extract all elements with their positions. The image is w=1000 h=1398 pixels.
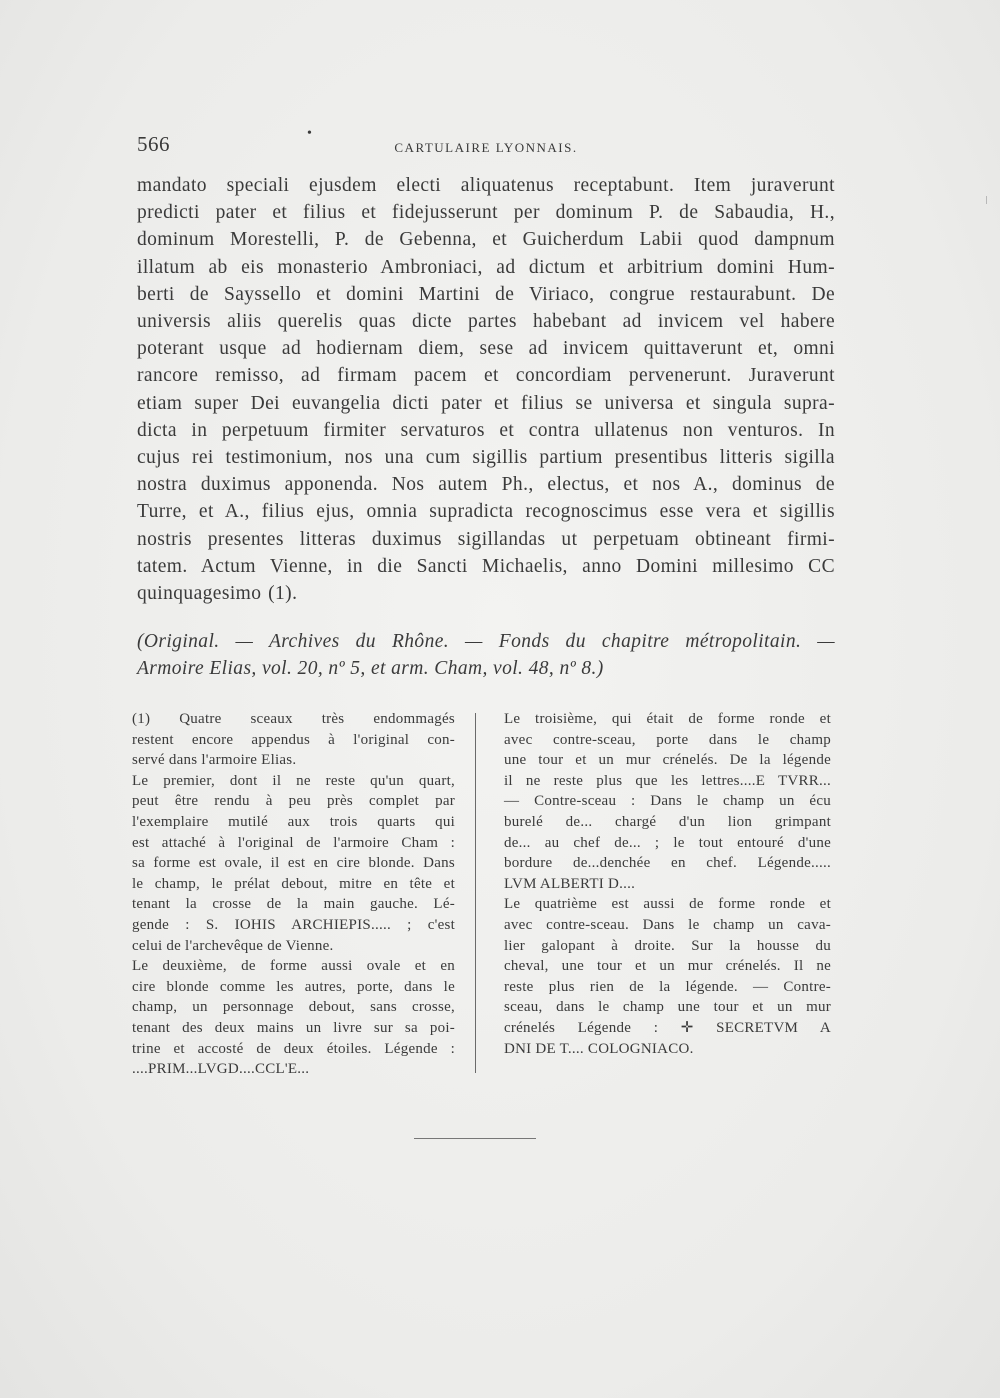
main-text-line: dicta in perpetuum firmiter servaturos et contra ullatenus non venturos. In [137,419,835,441]
main-text-line: berti de Sayssello et domini Martini de Viriaco, congrue restaurabunt. De [137,283,835,305]
footnote-line: cire blonde comme les autres, porte, dans le [132,978,455,995]
footnote-line: burelé de... chargé d'un lion grimpant [504,813,831,830]
footnote-line: cheval, une tour et un mur crénelés. Il ne [504,958,831,975]
source-citation-line: (Original. — Archives du Rhône. — Fonds du chapitre métropolitain. — [137,631,835,652]
footnote-line: peut être rendu à peu près complet par [132,793,455,810]
main-text-line: poterant usque ad hodiernam diem, sese ad invicem quittaverunt et, omni [137,338,835,360]
footnote-line: l'exemplaire mutilé aux trois quarts qui [132,813,455,830]
header-dot: • [307,126,312,141]
footnotes [132,709,842,1079]
main-text-line: illatum ab eis monasterio Ambroniaci, ad dictum et arbitrium domini Hum- [137,256,835,278]
main-text-line: mandato speciali ejusdem electi aliquatenus receptabunt. Item juraverunt [137,175,835,196]
footnote-line: avec contre-sceau, porte dans le champ [504,731,831,748]
footnote-column-left [132,709,455,1080]
column-divider [475,713,476,1073]
footnote-line: sceau, dans le champ une tour et un mur [504,999,831,1016]
footnote-paragraph [132,709,455,771]
footnote-line: trine et accosté de deux étoiles. Légende : [132,1040,455,1057]
footnote-line: (1) Quatre sceaux très endommagés [132,711,455,727]
footnote-line: avec contre-sceau. Dans le champ un cava- [504,916,831,933]
footnote-line: ....PRIM...LVGD....CCL'E... [132,1061,310,1078]
main-text-line: universis aliis querelis quas dicte partes habebant ad invicem vel habere [137,311,835,333]
page-number: 566 [137,132,170,156]
main-text-line: etiam super Dei euvangelia dicti pater et filius se universa et singula supra- [137,392,835,414]
footnote-line: DNI DE T.... COLOGNIACO. [504,1040,694,1057]
footnote-line: gende : S. IOHIS ARCHIEPIS..... ; c'est [132,916,455,933]
page-header [137,126,835,160]
footnote-line: tenant des deux mains un livre sur sa poi- [132,1019,455,1036]
footnote-line: LVM ALBERTI D.... [504,875,636,892]
main-text-line: Turre, et A., filius ejus, omnia supradicta recognoscimus esse vera et sigillis [137,501,835,523]
footnote-line: lier galopant à droite. Sur la housse du [504,937,831,954]
footnote-line: restent encore appendus à l'original con- [132,731,455,748]
main-text-line: dominum Morestelli, P. de Gebenna, et Guicherdum Labii quod dampnum [137,229,835,251]
end-rule [414,1138,536,1139]
main-text-line: rancore remisso, ad firmam pacem et concordiam pervenerunt. Juraverunt [137,365,835,387]
footnote-line: champ, un personnage debout, sans crosse, [132,999,455,1016]
footnote-paragraph [132,956,455,1080]
main-text-line: quinquagesimo (1). [137,583,298,605]
footnote-line: celui de l'archevêque de Vienne. [132,937,334,954]
main-text-line: nostra duximus apponenda. Nos autem Ph., electus, et nos A., dominus de [137,474,835,496]
footnote-line: reste plus rien de la légende. — Contre- [504,978,831,995]
footnote-line: — Contre-sceau : Dans le champ un écu [504,793,831,810]
main-text-line: tatem. Actum Vienne, in die Sancti Michaelis, anno Domini millesimo CC [137,555,835,577]
main-text-line: predicti pater et filius et fidejusserunt per dominum P. de Sabaudia, H., [137,202,835,224]
footnote-column-right [504,709,831,1059]
footnote-line: tenant la crosse de la main gauche. Lé- [132,896,455,913]
footnote-line: de... au chef de... ; le tout entouré d'une [504,834,831,851]
footnote-line: le champ, le prélat debout, mitre en tête et [132,875,455,892]
footnote-line: Le quatrième est aussi de forme ronde et [504,896,831,913]
footnote-line: est attaché à l'original de l'armoire Cham : [132,834,455,851]
footnote-paragraph [504,894,831,1059]
footnote-line: Le troisième, qui était de forme ronde et [504,711,831,727]
footnote-line: servé dans l'armoire Elias. [132,752,297,769]
source-citation-line: Armoire Elias, vol. 20, nº 5, et arm. Cham, vol. 48, nº 8.) [137,658,604,679]
scan-mark [986,196,987,204]
footnote-line: il ne reste plus que les lettres....E TVRR... [504,772,831,789]
footnote-line: bordure de...denchée en chef. Légende..... [504,855,831,872]
footnote-line: Le deuxième, de forme aussi ovale et en [132,958,455,975]
running-head: CARTULAIRE LYONNAIS. [394,140,578,155]
footnote-paragraph [132,771,455,956]
footnote-line: sa forme est ovale, il est en cire blonde. Dans [132,855,455,872]
footnote-line: une tour et un mur crénelés. De la légende [504,752,831,769]
footnote-paragraph [504,709,831,894]
main-text-line: nostris presentes litteras duximus sigillandas ut perpetuam obtineant firmi- [137,528,835,550]
footnote-line: crénelés Légende : ✛ SECRETVM A [504,1019,831,1036]
source-citation [137,628,835,682]
main-text-line: cujus rei testimonium, nos una cum sigillis partium presentibus litteris sigilla [137,447,835,469]
main-text-body [137,172,835,607]
footnote-line: Le premier, dont il ne reste qu'un quart, [132,772,455,789]
